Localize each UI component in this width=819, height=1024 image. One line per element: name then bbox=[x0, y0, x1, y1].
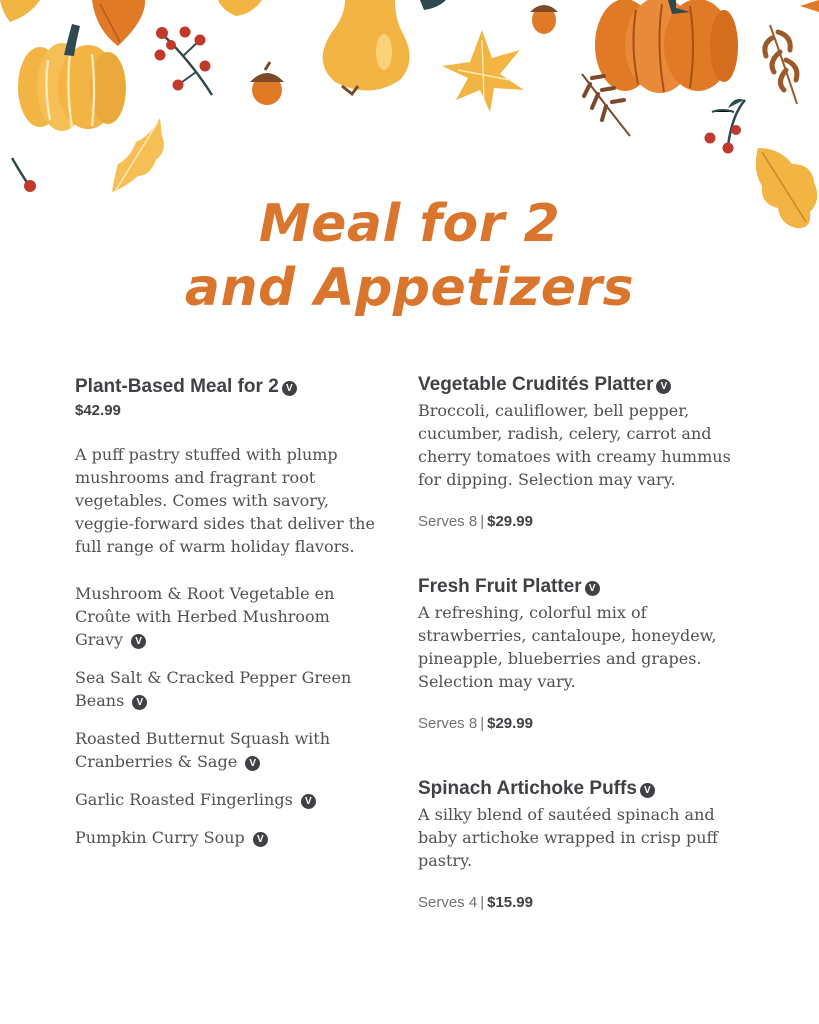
berries-icon bbox=[155, 27, 213, 96]
title-line-2: and Appetizers bbox=[184, 258, 635, 318]
vegan-icon: V bbox=[245, 756, 260, 771]
maple-leaf-icon bbox=[442, 30, 524, 112]
list-item: Mushroom & Root Vegetable en Croûte with Herbed Mushroom Gravy V bbox=[75, 584, 335, 649]
list-item: Pumpkin Curry Soup V bbox=[75, 826, 375, 849]
vegan-icon: V bbox=[656, 379, 671, 394]
vegan-icon: V bbox=[282, 381, 297, 396]
page-title bbox=[0, 192, 819, 320]
acorn-icon bbox=[250, 62, 284, 105]
leaf-icon bbox=[420, 0, 446, 10]
leaf-icon bbox=[92, 0, 145, 46]
appetizers-section bbox=[418, 372, 738, 911]
list-item: Sea Salt & Cracked Pepper Green Beans V bbox=[75, 668, 352, 710]
appetizer-price: $15.99 bbox=[487, 894, 533, 911]
appetizer-item bbox=[418, 776, 738, 911]
vegan-icon: V bbox=[640, 783, 655, 798]
appetizer-serves: Serves 4 | $15.99 bbox=[418, 894, 533, 911]
pumpkin-icon bbox=[18, 24, 126, 131]
vegan-icon: V bbox=[585, 581, 600, 596]
appetizer-item bbox=[418, 574, 738, 732]
appetizer-description: A silky blend of sautéed spinach and baby artichoke wrapped in crisp puff pastry. bbox=[418, 805, 718, 870]
vegan-icon: V bbox=[253, 832, 268, 847]
appetizer-description: Broccoli, cauliflower, bell pepper, cucumber, radish, celery, carrot and cherry tomatoes with creamy hummus for dipping. Selection may vary. bbox=[418, 401, 731, 489]
appetizer-serves: Serves 8 | $29.99 bbox=[418, 715, 533, 732]
sides-list bbox=[75, 582, 375, 849]
list-item: Roasted Butternut Squash with Cranberries & Sage V bbox=[75, 729, 331, 771]
appetizer-price: $29.99 bbox=[487, 513, 533, 530]
berries-icon bbox=[705, 99, 746, 154]
title-line-1: Meal for 2 bbox=[258, 194, 561, 254]
appetizer-description: A refreshing, colorful mix of strawberries, cantaloupe, honeydew, pineapple, blueberries and grapes. Selection may vary. bbox=[418, 603, 717, 691]
vegan-icon: V bbox=[132, 695, 147, 710]
appetizer-price: $29.99 bbox=[487, 715, 533, 732]
meal-name: Plant-Based Meal for 2 bbox=[75, 376, 279, 397]
acorn-icon bbox=[530, 5, 558, 34]
list-item: Garlic Roasted Fingerlings V bbox=[75, 788, 375, 811]
leaf-icon bbox=[800, 0, 819, 12]
vegan-icon: V bbox=[301, 794, 316, 809]
pumpkin-icon bbox=[595, 0, 738, 93]
squash-icon bbox=[323, 0, 410, 94]
meal-price: $42.99 bbox=[75, 402, 121, 419]
leaf-icon bbox=[0, 0, 40, 22]
appetizer-serves: Serves 8 | $29.99 bbox=[418, 513, 533, 530]
berry-icon bbox=[12, 158, 36, 192]
appetizer-item bbox=[418, 372, 738, 530]
oak-leaf-icon bbox=[112, 118, 164, 192]
appetizer-heading: Vegetable Crudités Platter V bbox=[418, 372, 738, 397]
fern-icon bbox=[765, 25, 797, 104]
meal-for-2-section bbox=[75, 372, 375, 864]
meal-heading bbox=[75, 374, 375, 399]
appetizer-heading: Spinach Artichoke Puffs V bbox=[418, 776, 738, 801]
meal-description: A puff pastry stuffed with plump mushrooms and fragrant root vegetables. Comes with savory, veggie-forward sides that deliver the full range of warm holiday flavors. bbox=[75, 445, 375, 556]
appetizer-heading: Fresh Fruit Platter V bbox=[418, 574, 738, 599]
vegan-icon: V bbox=[131, 634, 146, 649]
leaf-icon bbox=[218, 0, 262, 16]
